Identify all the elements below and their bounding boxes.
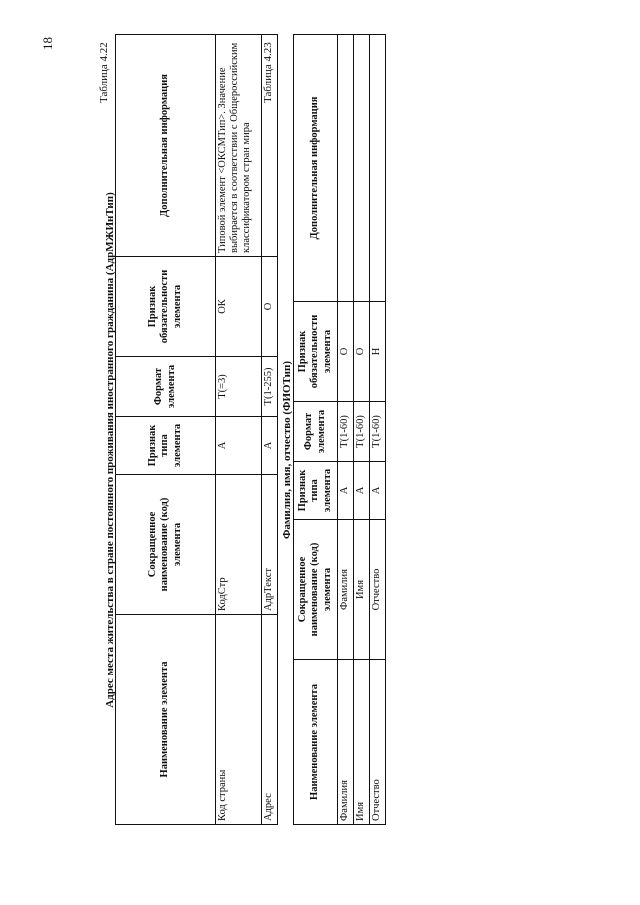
table-cell: Отчество bbox=[370, 520, 386, 660]
table-cell: А bbox=[262, 417, 278, 475]
table-row bbox=[354, 35, 370, 825]
table-row bbox=[216, 35, 262, 825]
table-cell bbox=[338, 35, 354, 302]
table1-header-cell: Сокращенное наименование (код) элемента bbox=[116, 475, 216, 615]
table-cell: КодСтр bbox=[216, 475, 262, 615]
table-cell: Имя bbox=[354, 660, 370, 825]
table-cell: О bbox=[338, 302, 354, 402]
table-cell: АдрТекст bbox=[262, 475, 278, 615]
table-cell: Имя bbox=[354, 520, 370, 660]
table2-header-cell: Формат элемента bbox=[294, 402, 338, 462]
table-cell: А bbox=[354, 462, 370, 520]
page-number: 18 bbox=[40, 37, 55, 50]
table1-header-cell: Формат элемента bbox=[116, 357, 216, 417]
table-cell: Т(=3) bbox=[216, 357, 262, 417]
table2 bbox=[293, 34, 386, 825]
table2-header-cell: Сокращенное наименование (код) элемента bbox=[294, 520, 338, 660]
table2-label: Таблица 4.23 bbox=[262, 42, 274, 103]
table-cell: Код страны bbox=[216, 615, 262, 825]
table-cell: О bbox=[262, 257, 278, 357]
table2-header-cell: Признак типа элемента bbox=[294, 462, 338, 520]
table2-header-cell: Наименование элемента bbox=[294, 660, 338, 825]
table-cell bbox=[354, 35, 370, 302]
table-row bbox=[338, 35, 354, 825]
table1-header-row bbox=[116, 35, 216, 825]
table-cell: Типовой элемент <ОКСМТип>. Значение выбирается в соответствии с Общероссийским классификатором стран мира bbox=[216, 35, 262, 257]
table-cell: Т(1-60) bbox=[338, 402, 354, 462]
table1-header-cell: Дополнительная информация bbox=[116, 35, 216, 257]
table-cell: Адрес bbox=[262, 615, 278, 825]
table-row bbox=[262, 35, 278, 825]
table2-header-cell: Дополнительная информация bbox=[294, 35, 338, 302]
table1-caption: Адрес места жительства в стране постоянного проживания иностранного гражданина (АдрМЖИнТип) bbox=[104, 192, 116, 708]
table1-header-cell: Признак типа элемента bbox=[116, 417, 216, 475]
table-cell: Фамилия bbox=[338, 660, 354, 825]
table1-label: Таблица 4.22 bbox=[98, 42, 110, 103]
table-cell: Т(1-60) bbox=[354, 402, 370, 462]
table-cell: Т(1-255) bbox=[262, 357, 278, 417]
table-cell: Т(1-60) bbox=[370, 402, 386, 462]
table-row bbox=[370, 35, 386, 825]
table-cell: Н bbox=[370, 302, 386, 402]
table1-header-cell: Наименование элемента bbox=[116, 615, 216, 825]
table-cell: А bbox=[216, 417, 262, 475]
table1 bbox=[115, 34, 278, 825]
table-cell: О bbox=[354, 302, 370, 402]
table-cell: А bbox=[370, 462, 386, 520]
table-cell: ОК bbox=[216, 257, 262, 357]
table-cell: Фамилия bbox=[338, 520, 354, 660]
table-cell: А bbox=[338, 462, 354, 520]
table2-caption: Фамилия, имя, отчество (ФИОТип) bbox=[281, 360, 293, 540]
table2-header-row bbox=[294, 35, 338, 825]
table1-header-cell: Признак обязательности элемента bbox=[116, 257, 216, 357]
table-cell: Отчество bbox=[370, 660, 386, 825]
table2-header-cell: Признак обязательности элемента bbox=[294, 302, 338, 402]
table-cell bbox=[370, 35, 386, 302]
